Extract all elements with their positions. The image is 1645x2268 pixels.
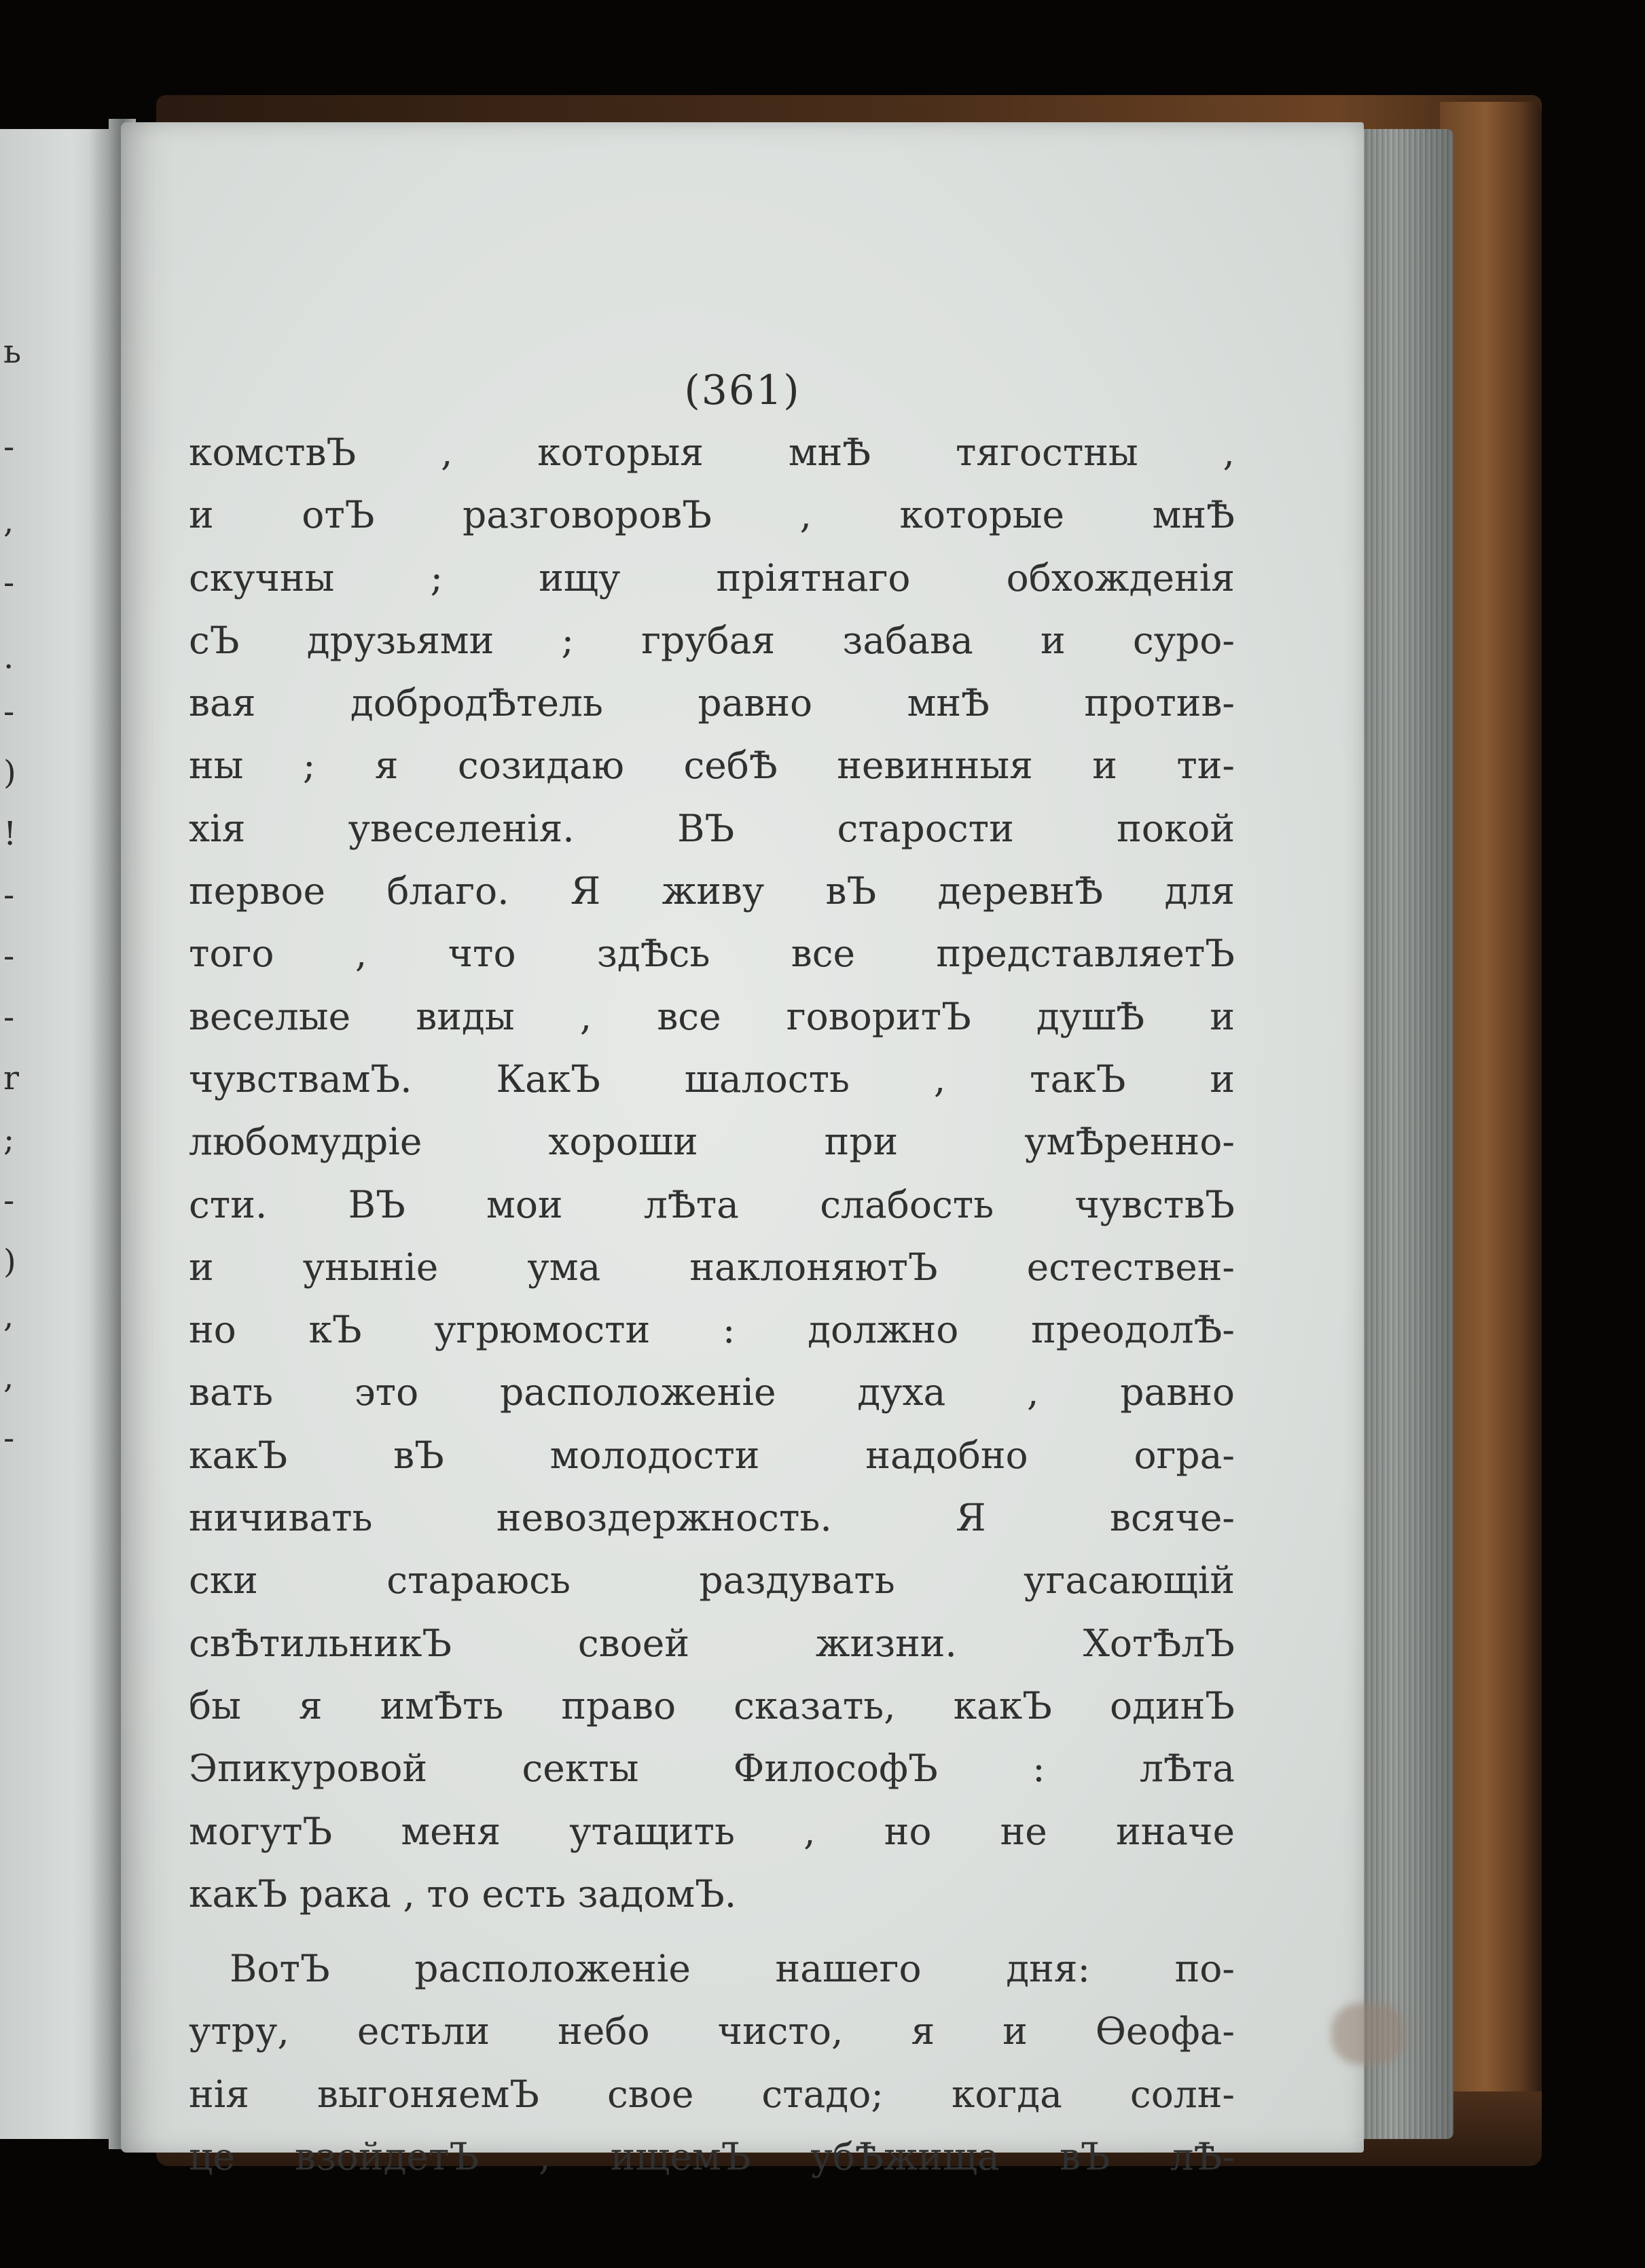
margin-mark: -: [3, 428, 15, 466]
text-line: первое благо. Я живу вЪ деревнѢ для: [189, 869, 1235, 913]
text-line: Эпикуровой секты ФилософЪ : лѢта: [189, 1746, 1235, 1791]
text-line: могутЪ меня утащить , но не иначе: [189, 1809, 1235, 1853]
text-line: ничивать невоздержность. Я всяче-: [189, 1496, 1235, 1540]
margin-mark: ь: [3, 333, 22, 371]
margin-mark: -: [3, 1182, 15, 1220]
text-line: нія выгоняемЪ свое стадо; когда солн-: [189, 2072, 1235, 2116]
text-line: вать это расположеніе духа , равно: [189, 1370, 1235, 1414]
page-number: (361): [684, 367, 801, 414]
text-line: ВотЪ расположеніе нашего дня: по-: [230, 1947, 1235, 1991]
text-line: сти. ВЪ мои лѢта слабость чувствЪ: [189, 1182, 1235, 1226]
text-line: свѢтильникЪ своей жизни. ХотѢлЪ: [189, 1621, 1235, 1665]
text-line: какЪ вЪ молодости надобно огра-: [189, 1433, 1235, 1477]
page-body: [189, 421, 1235, 2188]
text-line: бы я имѢть право сказать, какЪ одинЪ: [189, 1683, 1235, 1727]
margin-mark: ,: [3, 502, 14, 541]
text-line: скучны ; ищу пріятнаго обхожденія: [189, 555, 1235, 600]
margin-mark: -: [3, 876, 15, 914]
margin-mark: -: [3, 564, 15, 602]
text-line: но кЪ угрюмости : должно преодолѢ-: [189, 1308, 1235, 1352]
text-line: и отЪ разговоровЪ , которые мнѢ: [189, 493, 1235, 537]
text-line: ски стараюсь раздувать угасающій: [189, 1558, 1235, 1603]
margin-mark: -: [3, 937, 15, 975]
text-line: любомудріе хороши при умѢренно-: [189, 1120, 1235, 1164]
text-line: це взойдетЪ , ищемЪ убѢжища вЪ лѢ-: [189, 2135, 1235, 2179]
text-line: вая добродѢтель равно мнѢ против-: [189, 681, 1235, 725]
margin-mark: .: [3, 638, 14, 676]
margin-mark: -: [3, 1419, 15, 1457]
text-line: и уныніе ума наклоняютЪ естествен-: [189, 1245, 1235, 1289]
text-page: [121, 122, 1364, 2179]
text-line: сЪ друзьями ; грубая забава и суро-: [189, 618, 1235, 662]
page-stain: [1331, 2003, 1406, 2064]
text-line: комствЪ , которыя мнѢ тягостны ,: [189, 431, 1235, 474]
margin-mark: ): [3, 754, 16, 792]
text-line: чувствамЪ. КакЪ шалость , такЪ и: [189, 1057, 1235, 1101]
margin-mark: ,: [3, 1297, 14, 1335]
text-line: утру, естьли небо чисто, я и Ѳеофа-: [189, 2009, 1235, 2053]
margin-mark: ): [3, 1243, 16, 1281]
text-line: хія увеселенія. ВЪ старости покой: [189, 806, 1235, 850]
text-line: ны ; я созидаю себѢ невинныя и ти-: [189, 744, 1235, 788]
margin-mark: !: [3, 815, 17, 853]
margin-mark: ,: [3, 1358, 14, 1396]
text-line: какЪ рака , то есть задомЪ.: [189, 1871, 737, 1916]
margin-mark: -: [3, 998, 15, 1036]
book-cover-right: [1440, 102, 1542, 2153]
text-line: того , что здѢсь все представляетЪ: [189, 932, 1235, 976]
text-line: веселые виды , все говоритЪ душѢ и: [189, 994, 1235, 1038]
margin-mark: ;: [3, 1120, 15, 1158]
page-fore-edge-shade: [1352, 129, 1453, 2139]
margin-mark: -: [3, 693, 15, 731]
margin-mark: r: [3, 1059, 19, 1097]
